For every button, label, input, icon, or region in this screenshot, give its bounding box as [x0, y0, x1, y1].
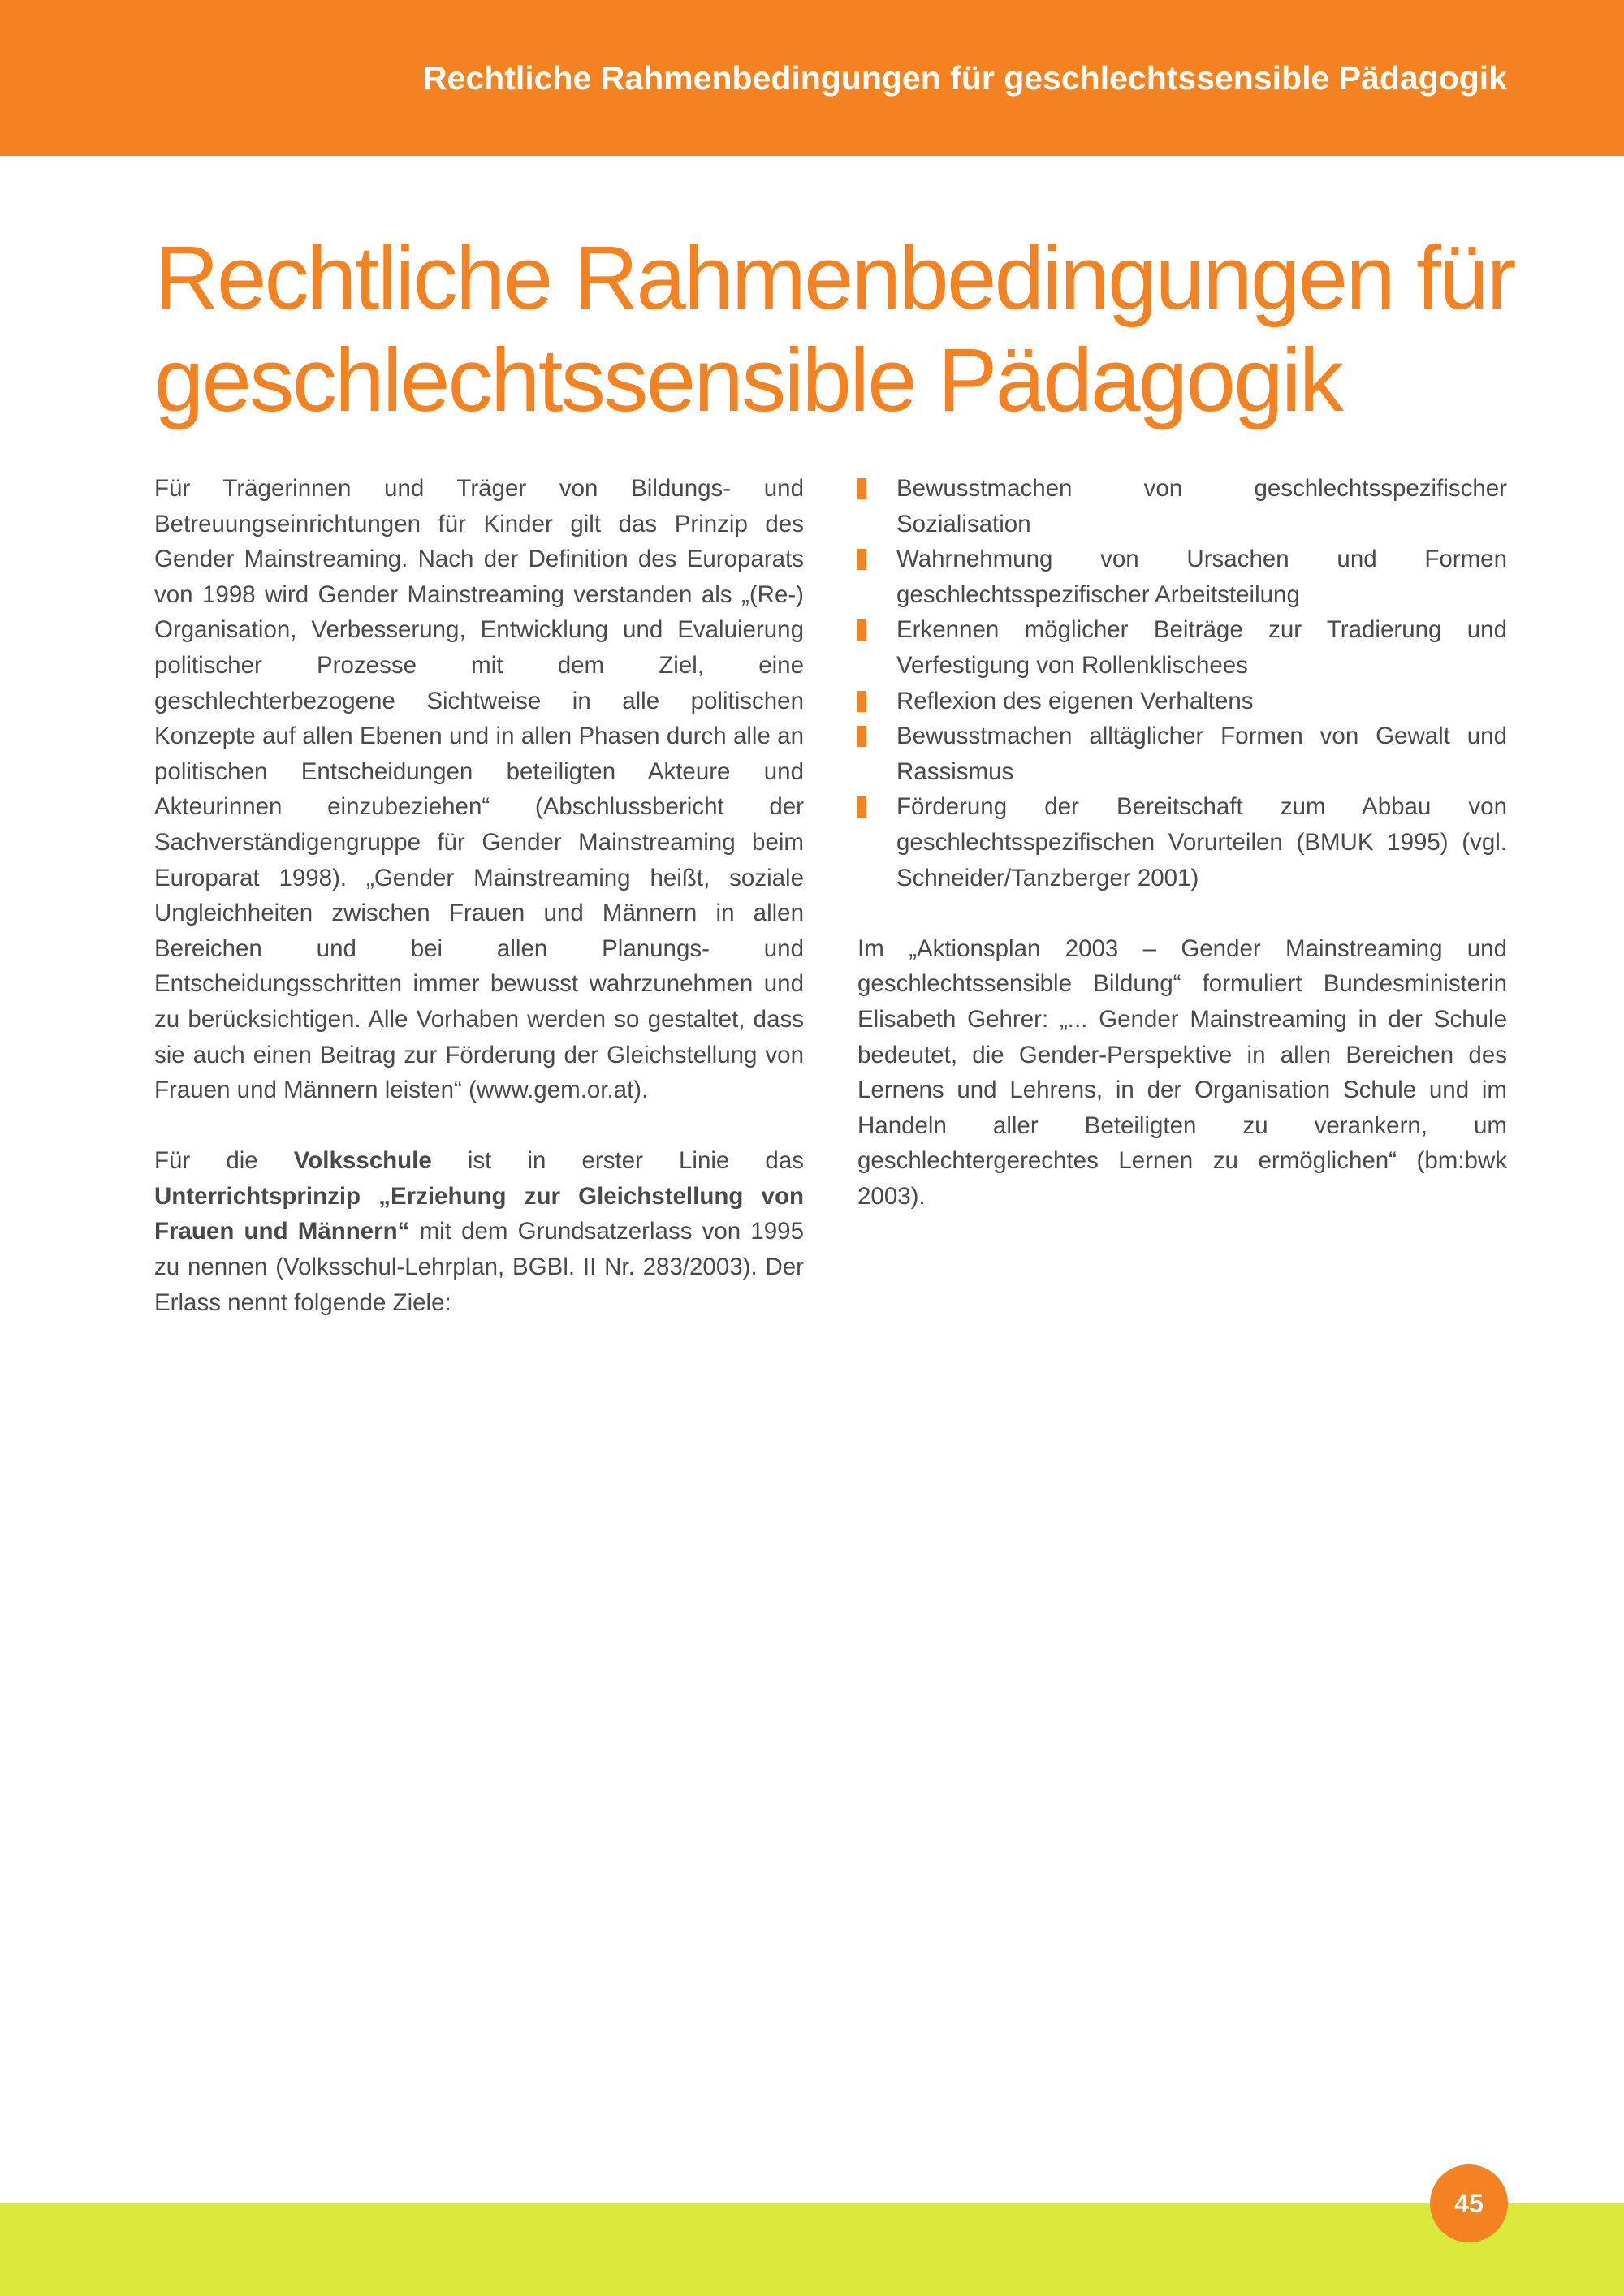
goal-text: Reflexion des eigenen Verhaltens [896, 687, 1254, 714]
volksschule-paragraph [154, 1143, 804, 1320]
goals-list [857, 471, 1507, 896]
page-title-line-2: geschlechtssensible Pädagogik [154, 330, 1342, 430]
volksschule-text-1: Für die [154, 1147, 294, 1175]
bullet-marker-icon [857, 691, 866, 712]
page-title-line-1: Rechtliche Rahmenbedingungen für [154, 228, 1515, 328]
goal-text: Bewusstmachen alltäglicher Formen von Gewalt und Rassismus [896, 723, 1507, 785]
list-item [857, 684, 1507, 719]
volksschule-text-2: ist in erster Linie das [431, 1147, 804, 1175]
left-column [154, 471, 804, 1320]
list-item [857, 719, 1507, 789]
bullet-marker-icon [857, 549, 866, 570]
list-item [857, 612, 1507, 683]
intro-paragraph: Für Trägerinnen und Träger von Bildungs- und Betreuungseinrichtungen für Kinder gilt das Prinzip des Gender Mainstreaming. Nach der Definition des Europarats von 1998 wird Gender Mainstreaming verstanden als „(Re-) Organisation, Verbesserung, Entwicklung und Evaluierung politischer Prozesse mit dem Ziel, eine geschlechterbezogene Sichtweise in alle politischen Konzepte auf allen Ebenen und in allen Phasen durch alle an politischen Entscheidungen beteiligten Akteure und Akteurinnen einzubeziehen“ (Abschlussbericht der Sachverständigengruppe für Gender Mainstreaming beim Europarat 1998). „Gender Mainstreaming heißt, soziale Ungleichheiten zwischen Frauen und Männern in allen Bereichen und bei allen Planungs- und Entscheidungsschritten immer bewusst wahrzunehmen und zu berücksichtigen. Alle Vorhaben werden so gestaltet, dass sie auch einen Beitrag zur Förderung der Gleichstellung von Frauen und Männern leisten“ (www.gem.or.at). [154, 475, 804, 1104]
list-item [857, 542, 1507, 612]
list-item [857, 471, 1507, 542]
list-item [857, 789, 1507, 896]
bullet-marker-icon [857, 478, 866, 499]
unterrichtsprinzip-bold-term: Unterrichtsprinzip „Erziehung zur Gleichstellung von Frauen und Männern“ [154, 1182, 804, 1245]
goal-text: Erkennen möglicher Beiträge zur Tradierung und Verfestigung von Rollenklischees [896, 616, 1507, 679]
page-title [154, 227, 1535, 432]
volksschule-bold-term: Volksschule [293, 1147, 432, 1175]
volksschule-text-3: mit dem Grundsatzerlass von 1995 zu nennen (Volksschul-Lehrplan, BGBl. II Nr. 283/2003). Der Erlass nennt folgende Ziele: [154, 1218, 804, 1316]
page-number-badge: 45 [1430, 2164, 1508, 2242]
goal-text: Bewusstmachen von geschlechtsspezifischer Sozialisation [896, 475, 1507, 537]
bullet-marker-icon [857, 619, 866, 641]
goal-text: Förderung der Bereitschaft zum Abbau von geschlechtsspezifischen Vorurteilen (BMUK 1995) (vgl. Schneider/Tanzberger 2001) [896, 793, 1507, 891]
running-header-title: Rechtliche Rahmenbedingungen für geschlechtssensible Pädagogik [422, 59, 1507, 97]
goal-text: Wahrnehmung von Ursachen und Formen geschlechtsspezifischer Arbeitsteilung [896, 546, 1507, 608]
bullet-marker-icon [857, 726, 866, 747]
header-band [0, 0, 1624, 156]
footer-band [0, 2203, 1624, 2296]
right-column [857, 471, 1507, 1214]
bullet-marker-icon [857, 796, 866, 818]
aktionsplan-paragraph: Im „Aktionsplan 2003 – Gender Mainstreaming und geschlechtssensible Bildung“ formuliert Bundesministerin Elisabeth Gehrer: „... Gender Mainstreaming in der Schule bedeutet, die Gender-Perspektive in allen Bereichen des Lernens und Lehrens, in der Organisation Schule und im Handeln aller Beteiligten zu verankern, um geschlechtergerechtes Lernen zu ermöglichen“ (bm:bwk 2003). [857, 934, 1507, 1210]
